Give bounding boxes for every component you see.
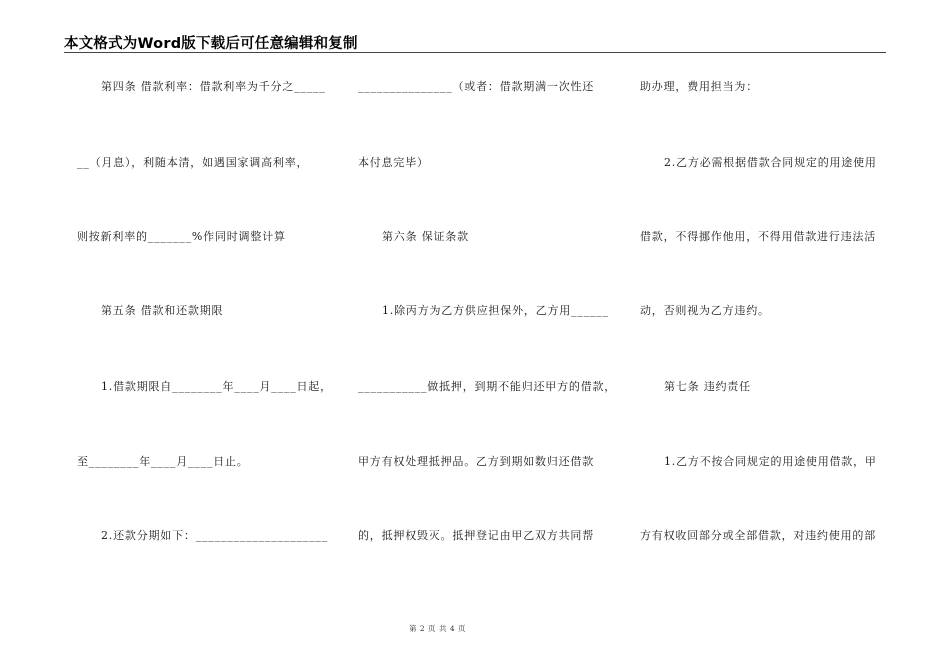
- text-line: 2.乙方必需根据借款合同规定的用途使用: [664, 156, 877, 169]
- text-column-1: [77, 0, 332, 672]
- text-line: 借款，不得挪作他用，不得用借款进行违法活: [640, 230, 876, 243]
- text-line: 2.还款分期如下：_____________________: [101, 529, 328, 542]
- text-column-3: [640, 0, 885, 672]
- text-line: 1.乙方不按合同规定的用途使用借款，甲: [664, 455, 877, 468]
- text-line: 1.除丙方为乙方供应担保外，乙方用______: [382, 304, 609, 317]
- text-line: 第四条 借款利率：借款利率为千分之_____: [101, 80, 326, 93]
- text-line: 1.借款期限自________年____月____日起，: [101, 380, 332, 393]
- text-line: 则按新利率的_______%作同时调整计算: [77, 230, 286, 243]
- text-line: 第七条 违约责任: [664, 380, 751, 393]
- text-line: 第五条 借款和还款期限: [101, 304, 224, 317]
- text-line: 本付息完毕）: [358, 156, 429, 169]
- text-line: __（月息），利随本清，如遇国家调高利率，: [77, 156, 309, 169]
- text-line: 甲方有权处理抵押品。乙方到期如数归还借款: [358, 455, 594, 468]
- text-line: 方有权收回部分或全部借款，对违约使用的部: [640, 529, 876, 542]
- text-column-2: [358, 0, 617, 672]
- text-line: _______________（或者：借款期满一次性还: [358, 80, 595, 93]
- document-header: 本文格式为Word版下载后可任意编辑和复制: [64, 36, 358, 52]
- page-number: 第 2 页 共 4 页: [409, 624, 466, 633]
- text-line: 至________年____月____日止。: [77, 455, 249, 468]
- text-line: 助办理，费用担当为：: [640, 80, 758, 93]
- text-line: 的，抵押权毁灭。抵押登记由甲乙双方共同帮: [358, 529, 594, 542]
- text-line: 动，否则视为乙方违约。: [640, 304, 770, 317]
- text-line: ___________做抵押，到期不能归还甲方的借款，: [358, 380, 617, 393]
- text-line: 第六条 保证条款: [382, 230, 469, 243]
